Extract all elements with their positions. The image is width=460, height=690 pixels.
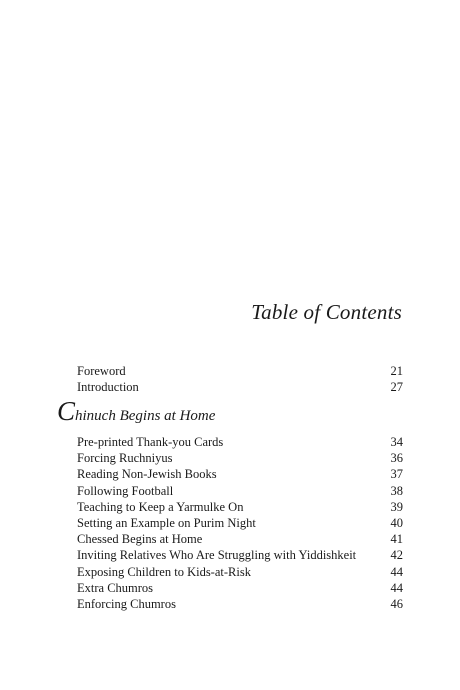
toc-entry-title: Introduction [77,380,139,395]
toc-entry-page: 46 [390,596,403,611]
toc-entry [77,379,403,395]
toc-entry [77,580,403,596]
toc-entry-title: Teaching to Keep a Yarmulke On [77,499,244,514]
toc-entry-title: Extra Chumros [77,580,154,595]
toc-entry-title: Exposing Children to Kids-at-Risk [77,564,251,579]
toc-entry-title: Enforcing Chumros [77,596,176,611]
toc-entry-title: Following Football [77,483,174,498]
toc-entry-title: Foreword [77,364,126,378]
toc-entry-page: 27 [390,380,403,395]
toc-entry [77,531,403,547]
front-matter-list [77,363,403,395]
toc-entry-page: 42 [390,548,403,563]
toc-entry [77,499,403,515]
chapter-list [77,434,403,612]
toc-entry-page: 40 [390,515,403,530]
toc-entry-title: Setting an Example on Purim Night [77,515,256,530]
toc-entry [77,450,403,466]
section-heading [57,396,215,426]
section-heading-initial: C [57,396,76,426]
toc-entry [77,466,403,482]
toc-entry [77,363,403,379]
toc-entry-page: 44 [390,564,403,579]
toc-entry-page: 38 [390,483,403,498]
toc-entry-title: Pre-printed Thank-you Cards [77,435,224,449]
toc-entry-page: 37 [390,467,403,482]
section-heading-text: hinuch Begins at Home [75,408,216,424]
toc-entry [77,515,403,531]
page-title: Table of Contents [251,300,402,324]
toc-entry-title: Reading Non-Jewish Books [77,467,217,482]
toc-entry [77,547,403,563]
toc-entry-page: 44 [390,580,403,595]
toc-entry [77,434,403,450]
toc-entry-title: Chessed Begins at Home [77,532,203,547]
toc-entry-page: 41 [390,532,403,547]
toc-entry-page: 34 [390,435,403,449]
toc-entry-page: 36 [390,451,403,466]
toc-entry-page: 39 [390,499,403,514]
toc-entry-page: 21 [390,364,403,378]
toc-entry-title: Forcing Ruchniyus [77,451,173,466]
toc-entry [77,596,403,612]
toc-entry-title: Inviting Relatives Who Are Struggling with Yiddishkeit [77,548,357,563]
toc-entry [77,564,403,580]
toc-entry [77,483,403,499]
